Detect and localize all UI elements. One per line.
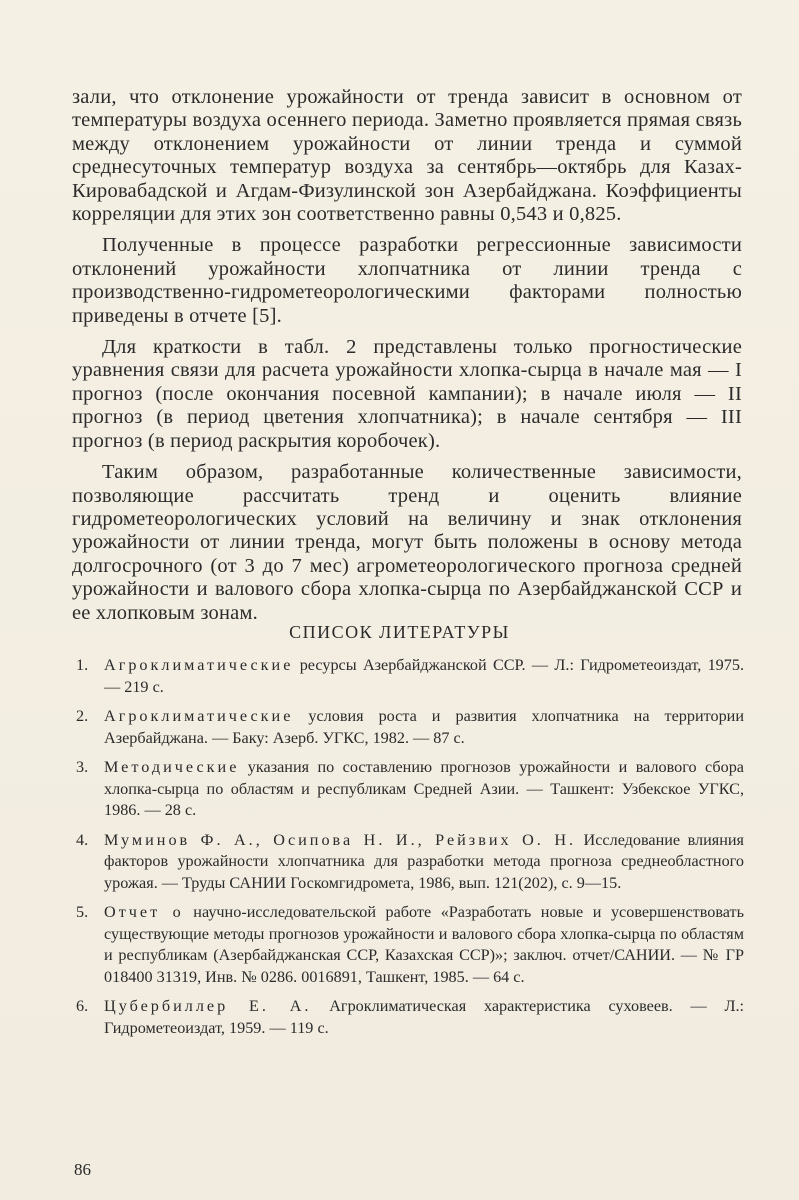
references-heading: СПИСОК ЛИТЕРАТУРЫ (289, 622, 510, 642)
page-number: 86 (74, 1160, 91, 1179)
reference-text (104, 830, 744, 895)
main-text (72, 86, 742, 633)
reference-item (76, 655, 744, 698)
reference-item (76, 902, 744, 988)
reference-item (76, 830, 744, 895)
paragraph-conclusion: Таким образом, разработанные количественные зависимости, позволяющие рассчитать тренд и оценить влияние гидрометеорологических условий на величину и знак отклонения урожайности от линии тренда, могут быть положены в основу метода долгосрочного (от 3 до 7 мес) агрометеорологического прогноза средней урожайности и валового сбора хлопка-сырца по Азербайджанской ССР и ее хлопковым зонам. (72, 461, 742, 624)
reference-text (104, 655, 744, 698)
reference-text (104, 996, 744, 1039)
reference-details: Агроклиматическая характеристика суховеев. — Л.: Гидрометеоиздат, 1959. — 119 с. (104, 997, 744, 1037)
reference-number: 1. (76, 656, 89, 674)
references-list (76, 655, 744, 1047)
reference-author: Агроклиматические (104, 656, 294, 674)
reference-details: научно-исследовательской работе «Разработать новые и усовершенствовать существующие методы прогнозов урожайности и валового сбора хлопка-сырца по областям и республикам (Азербайджанская ССР, Казахская ССР)»; заключ. отчет/САНИИ. — № ГР 018400 31319, Инв. № 0286. 0016891, Ташкент, 1985. — 64 с. (104, 903, 744, 986)
reference-details: указания по составлению прогнозов урожайности и валового сбора хлопка-сырца по областям и республикам Средней Азии. — Ташкент: Узбекское УГКС, 1986. — 28 с. (104, 758, 744, 819)
reference-text (104, 902, 744, 988)
reference-author: Методические (104, 758, 240, 776)
reference-details: Исследование влияния факторов урожайности хлопчатника для разработки метода прогноза среднеобластного урожая. — Труды САНИИ Госкомгидромета, 1986, вып. 121(202), с. 9—15. (104, 830, 744, 892)
paragraph-regression: Полученные в процессе разработки регрессионные зависимости отклонений урожайности хлопчатника от линии тренда с производственно-гидрометеорологическими факторами полностью приведены в отчете [5]. (72, 234, 742, 327)
reference-author: Муминов Ф. А., Осипова Н. И., Рейзвих О. Н. (104, 830, 577, 849)
reference-number: 5. (76, 903, 89, 921)
reference-text (104, 757, 744, 822)
reference-number: 2. (76, 707, 89, 725)
paragraph-continuation: зали, что отклонение урожайности от тренда зависит в основном от температуры воздуха осеннего периода. Заметно проявляется прямая связь между отклонением урожайности от линии тренда и суммой среднесуточных температур воздуха за сентябрь—октябрь для Казах-Кировабадской и Агдам-Физулинской зон Азербайджана. Коэффициенты корреляции для этих зон соответственно равны 0,543 и 0,825. (72, 86, 742, 226)
reference-details: условия роста и развития хлопчатника на территории Азербайджана. — Баку: Азерб. УГКС, 1982. — 87 с. (104, 707, 744, 747)
reference-item (76, 706, 744, 749)
reference-number: 3. (76, 758, 89, 776)
reference-author: Отчет о (104, 903, 184, 921)
reference-text (104, 706, 744, 749)
reference-author: Цубербиллер Е. А. (104, 997, 312, 1015)
reference-details: ресурсы Азербайджанской ССР. — Л.: Гидрометеоиздат, 1975. — 219 с. (104, 656, 744, 696)
reference-number: 6. (76, 997, 89, 1015)
paragraph-equations: Для краткости в табл. 2 представлены только прогностические уравнения связи для расчета урожайности хлопка-сырца в начале мая — I прогноз (после окончания посевной кампании); в начале июля — II прогноз (в период цветения хлопчатника); в начале сентября — III прогноз (в период раскрытия коробочек). (72, 336, 742, 452)
reference-number: 4. (76, 830, 89, 849)
reference-item (76, 757, 744, 822)
reference-author: Агроклиматические (104, 707, 294, 725)
reference-item (76, 996, 744, 1039)
